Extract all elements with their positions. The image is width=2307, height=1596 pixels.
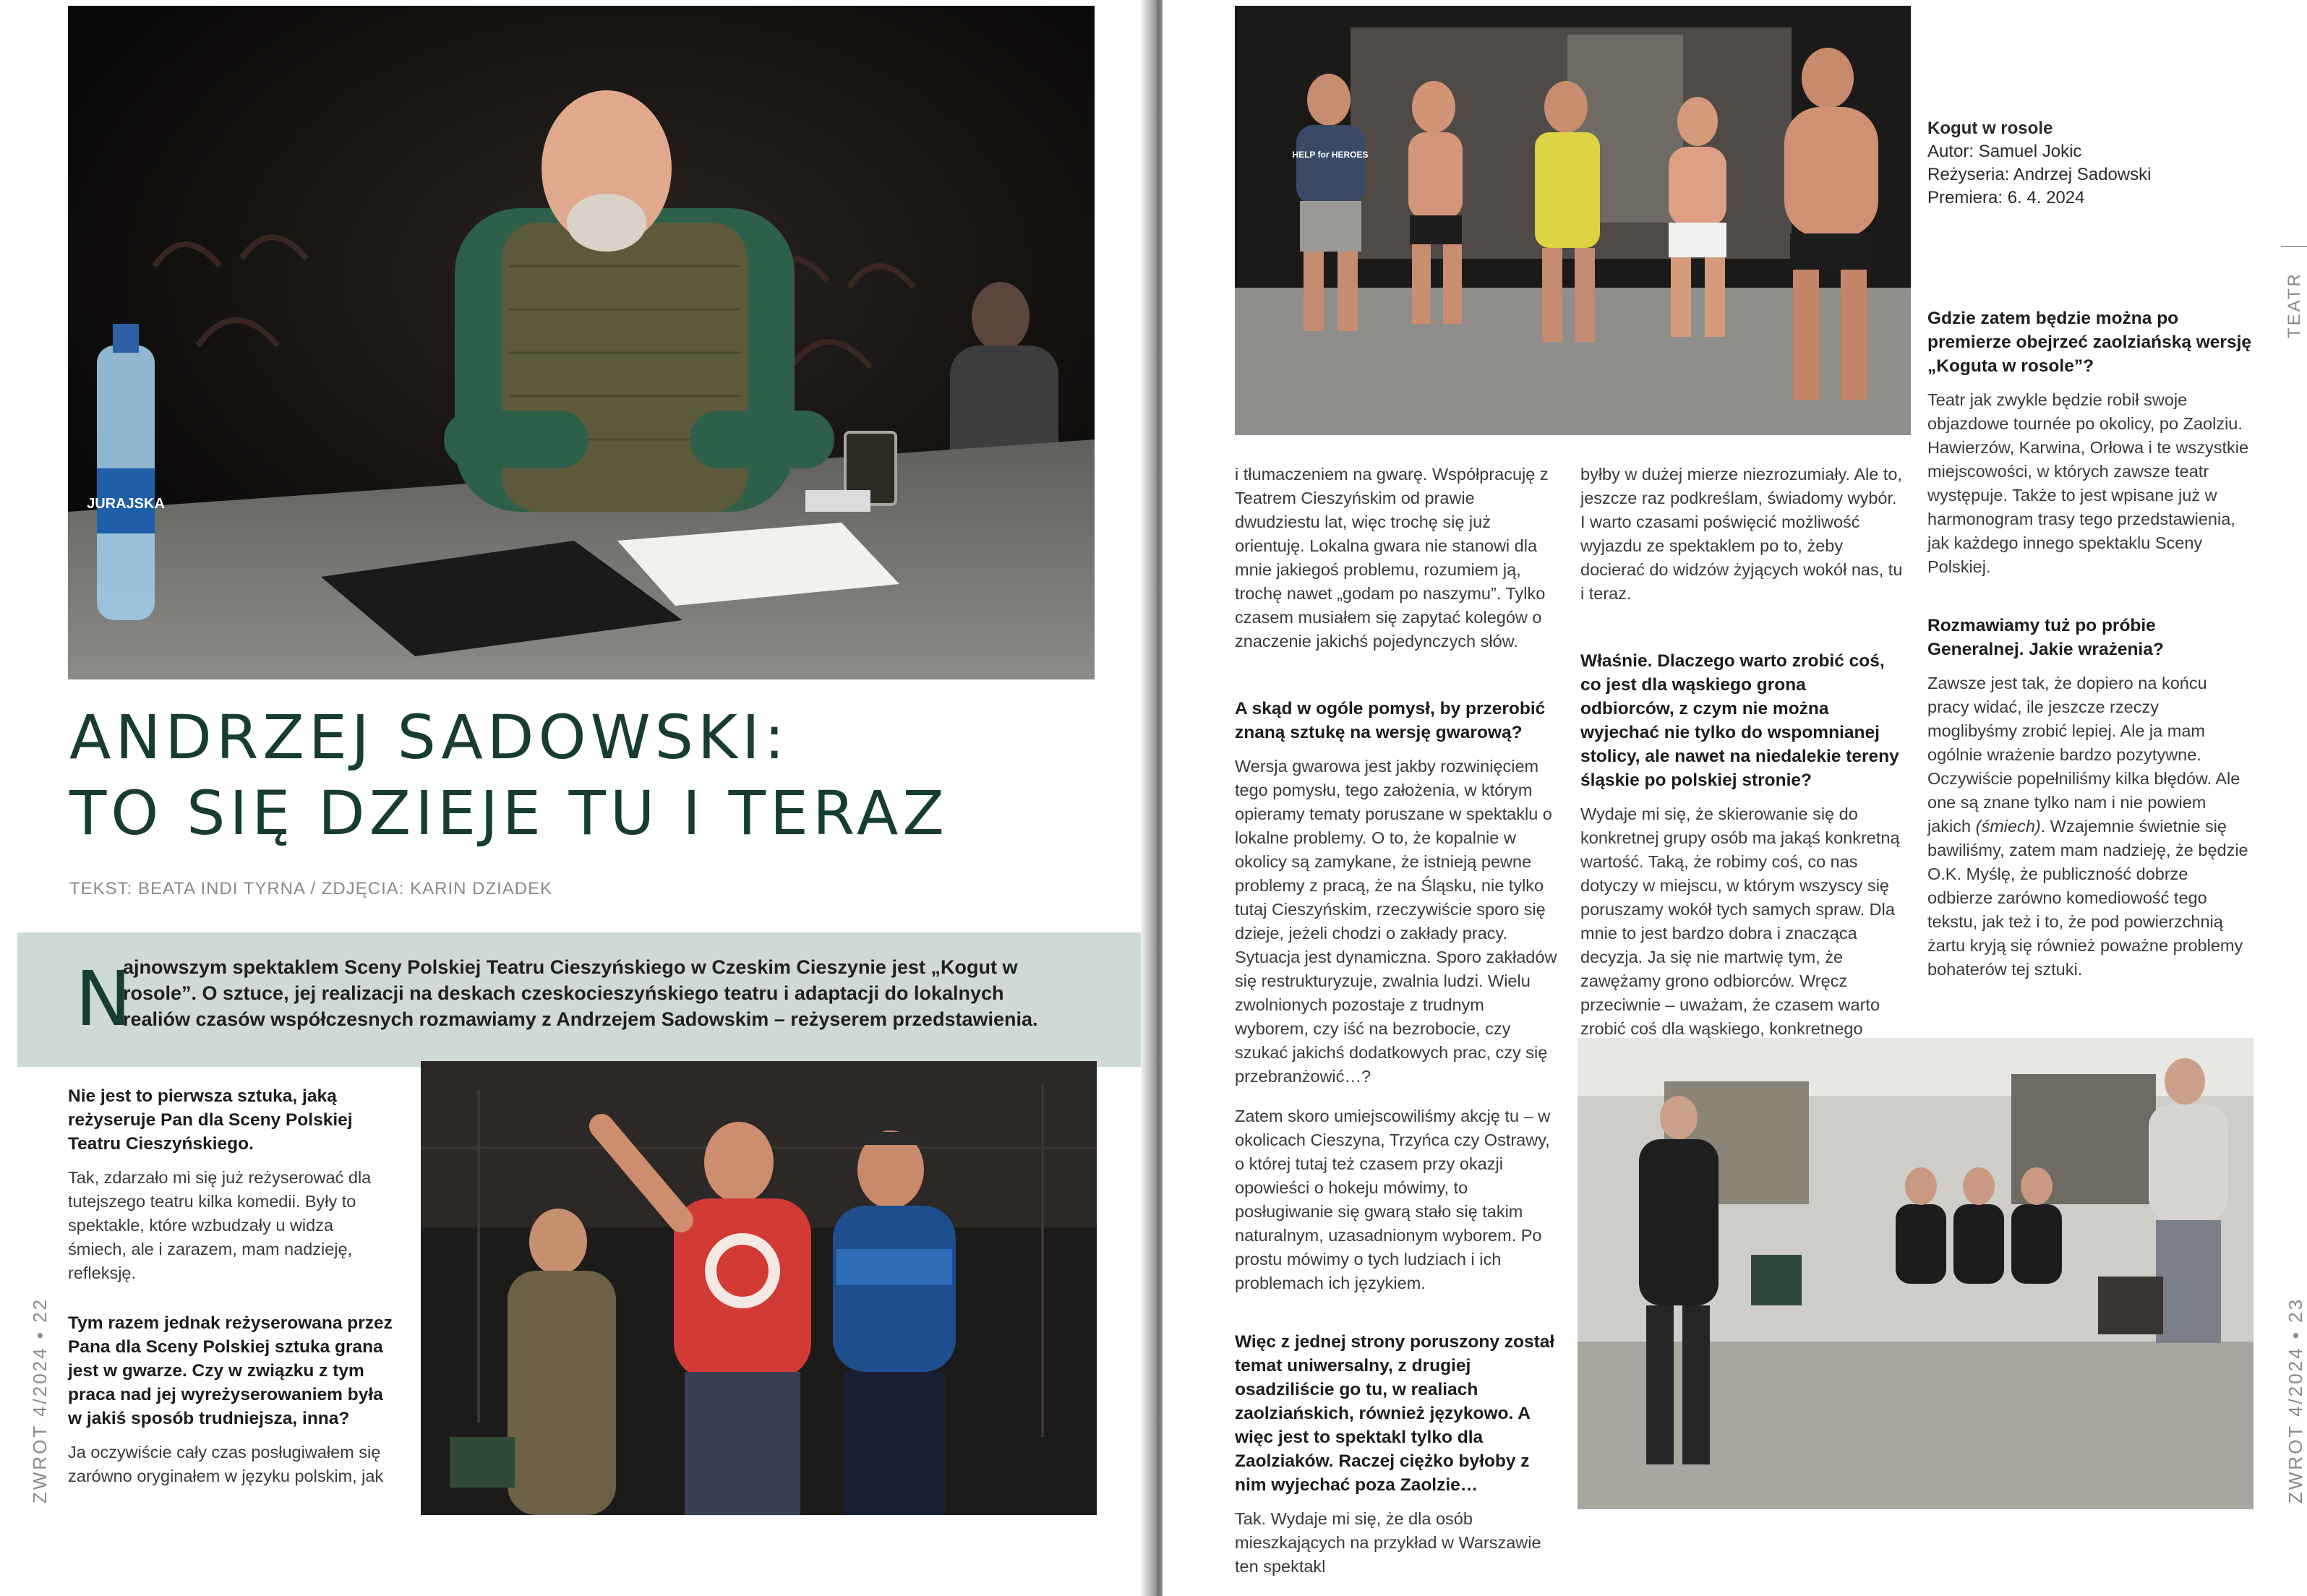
question-2: Tym razem jednak reżyserowana przez Pana dla Sceny Polskiej sztuka grana jest w gwarze. Czy w związku z tym praca nad jej wyreżyserowaniem była w jakiś sposób trudniejsza, inna? xyxy=(68,1313,393,1428)
column-1 xyxy=(68,1084,393,1504)
bottle-label: JURAJSKA xyxy=(87,496,165,512)
question-3: A skąd w ogóle pomysł, by przerobić znaną sztukę na wersję gwarową? xyxy=(1235,699,1546,742)
play-premiere: Premiera: 6. 4. 2024 xyxy=(1927,188,2085,207)
lead-dropcap: N xyxy=(75,955,132,1043)
right-page xyxy=(1163,0,2307,1596)
question-1: Nie jest to pierwsza sztuka, jaką reżyseruje Pan dla Sceny Polskiej Teatru Cieszyńskiego. xyxy=(68,1086,353,1154)
answer-7-part2: . Wzajemnie świetnie się bawiliśmy, zatem mam nadzieję, że będzie O.K. Myślę, że publiczność dobrze odbierze zarówno komediowość tego tekstu, jak też i to, że pod powierzchnią żartu kryją się również poważne problemy bohaterów tej sztuki. xyxy=(1927,817,2248,979)
left-page xyxy=(0,0,1151,1596)
question-6: Gdzie zatem będzie można po premierze obejrzeć zaolziańską wersję „Koguta w rosole”? xyxy=(1927,309,2252,376)
question-5: Właśnie. Dlaczego warto zrobić coś, co jest dla wąskiego grona odbiorców, z czym nie można wyjechać nie tylko do wspomnianej stolicy, ale nawet na niedalekie tereny śląskie po polskiej stronie? xyxy=(1580,651,1899,790)
answer-7-laugh: (śmiech) xyxy=(1975,817,2041,836)
answer-4: Tak. Wydaje mi się, że dla osób mieszkających na przykład w Warszawie ten spektakl xyxy=(1235,1509,1541,1576)
rehearsal-stage-photo xyxy=(421,1061,1097,1515)
section-label: TEATR xyxy=(2285,272,2304,338)
answer-7 xyxy=(1927,672,2253,982)
play-title: Kogut w rosole xyxy=(1927,119,2053,138)
answer-4-continued: byłby w dużej mierze niezrozumiały. Ale to, jeszcze raz podkreślam, świadomy wybór. I warto czasami poświęcić możliwość wyjazdu ze spektaklem po to, żeby docierać do widzów żyjących wokół nas, tu i teraz. xyxy=(1580,465,1903,603)
play-info-text xyxy=(1927,117,2289,210)
cast-onstage-photo xyxy=(1235,6,1911,435)
answer-2: Ja oczywiście cały czas posługiwałem się zarówno oryginałem w języku polskim, jak xyxy=(68,1443,384,1485)
article-title-line1: ANDRZEJ SADOWSKI: xyxy=(69,702,789,773)
answer-1: Tak, zdarzało mi się już reżyserować dla tutejszego teatru kilka komedii. Były to spektakle, które wzbudzały u widza śmiech, ale i zarazem, mam nadzieję, refleksję. xyxy=(68,1168,372,1282)
answer-7-part1: Zawsze jest tak, że dopiero na końcu pracy widać, ile jeszcze rzeczy moglibyśmy zrobić lepiej. Ale ja mam ogólnie wrażenie bardzo pozytywne. Oczywiście popełniliśmy kilka błędów. Ale one są znane tylko nam i nie powiem jakich xyxy=(1927,674,2240,836)
answer-5: Wydaje mi się, że skierowanie się do konkretnej grupy osób ma jakąś konkretną wartość. Taką, że robimy coś, co nas dotyczy w miejscu, w którym wszyscy się poruszamy wokół tych samych spraw. Dla mnie to jest bardzo dobra i znacząca decyzja. Ja się nie martwię tym, że zawężamy grono odbiorców. Wręcz przeciwnie – uważam, że czasem warto zrobić coś dla wąskiego, konkretnego xyxy=(1580,805,1900,1038)
play-director: Reżyseria: Andrzej Sadowski xyxy=(1927,165,2152,184)
play-author: Autor: Samuel Jokic xyxy=(1927,142,2082,161)
question-4: Więc z jednej strony poruszony został temat uniwersalny, z drugiej osadziliście go tu, w realiach zaolziańskich, również językowo. A więc jest to spektakl tylko dla Zaolziaków. Raczej ciężko byłoby z nim wyjechać poza Zaolzie… xyxy=(1235,1332,1555,1495)
lead-text: ajnowszym spektaklem Sceny Polskiej Teatru Cieszyńskiego w Czeskim Cieszynie jest „Kogut w rosole”. O sztuce, jej realizacji na deskach czeskocieszyńskiego teatru i adaptacji do lokalnych realiów czasów współczesnych rozmawiamy z Andrzejem Sadowskim – reżyserem przedstawienia. xyxy=(123,956,1038,1030)
director-portrait-photo xyxy=(68,6,1095,679)
help-for-heroes-shirt-text: HELP for HEROES xyxy=(1292,150,1369,160)
article-title-line2: TO SIĘ DZIEJE TU I TERAZ xyxy=(69,778,949,849)
rehearsal-room-photo xyxy=(1578,1038,2254,1509)
answer-3b: Zatem skoro umiejscowiliśmy akcję tu – w okolicach Cieszyna, Trzyńca czy Ostrawy, o której tutaj też czasem przy okazji opowieści o hokeju mówimy, to posługiwanie się gwarą stało się takim naturalnym, uzasadnionym wyborem. Po prostu mówimy o tych ludziach i ich problemach ich językiem. xyxy=(1235,1107,1551,1292)
article-credits: TEKST: BEATA INDI TYRNA / ZDJĘCIA: KARIN DZIADEK xyxy=(69,879,553,898)
right-folio: ZWROT 4/2024 • 23 xyxy=(2285,1297,2306,1503)
answer-3: Wersja gwarowa jest jakby rozwinięciem tego pomysłu, tego założenia, w którym opieramy tematy poruszane w spektaklu o lokalne problemy. O to, że kopalnie w okolicy są zamykane, że istnieją pewne problemy z pracą, że na Śląsku, nie tylko tutaj Cieszyńskim, rzeczywiście sporo się dzieje, jeżeli chodzi o zakłady pracy. Sytuacja jest dynamiczna. Sporo zakładów się restrukturyzuje, zwalnia ludzi. Wielu zwolnionych pozostaje z trudnym wyborem, czy iść na bezrobocie, czy szukać jakichś dodatkowych prac, czy się przebranżowić…? xyxy=(1235,757,1557,1086)
section-divider xyxy=(2281,246,2307,247)
question-7: Rozmawiamy tuż po próbie Generalnej. Jakie wrażenia? xyxy=(1927,616,2164,659)
answer-2-continued: i tłumaczeniem na gwarę. Współpracuję z Teatrem Cieszyńskim od prawie dwudziestu lat, więc trochę się już orientuję. Lokalna gwara nie stanowi dla mnie jakiegoś problemu, rozumiem ją, trochę nawet „godam po naszymu”. Tylko czasem musiałem się zapytać kolegów o znaczenie jakichś pojedynczych słów. xyxy=(1235,465,1549,651)
column-3 xyxy=(1580,463,1904,1081)
column-4 xyxy=(1927,306,2253,998)
answer-6: Teatr jak zwykle będzie robił swoje objazdowe tournée po okolicy, po Zaolziu. Hawierzów, Karwina, Orłowa i te wszystkie miejscowości, w których zawsze teatr występuje. Także to jest wpisane już w harmonogram trasy tego przedstawienia, jak każdego innego spektaklu Sceny Polskiej. xyxy=(1927,390,2249,576)
left-folio: ZWROT 4/2024 • 22 xyxy=(29,1297,51,1503)
column-2 xyxy=(1235,463,1559,1595)
